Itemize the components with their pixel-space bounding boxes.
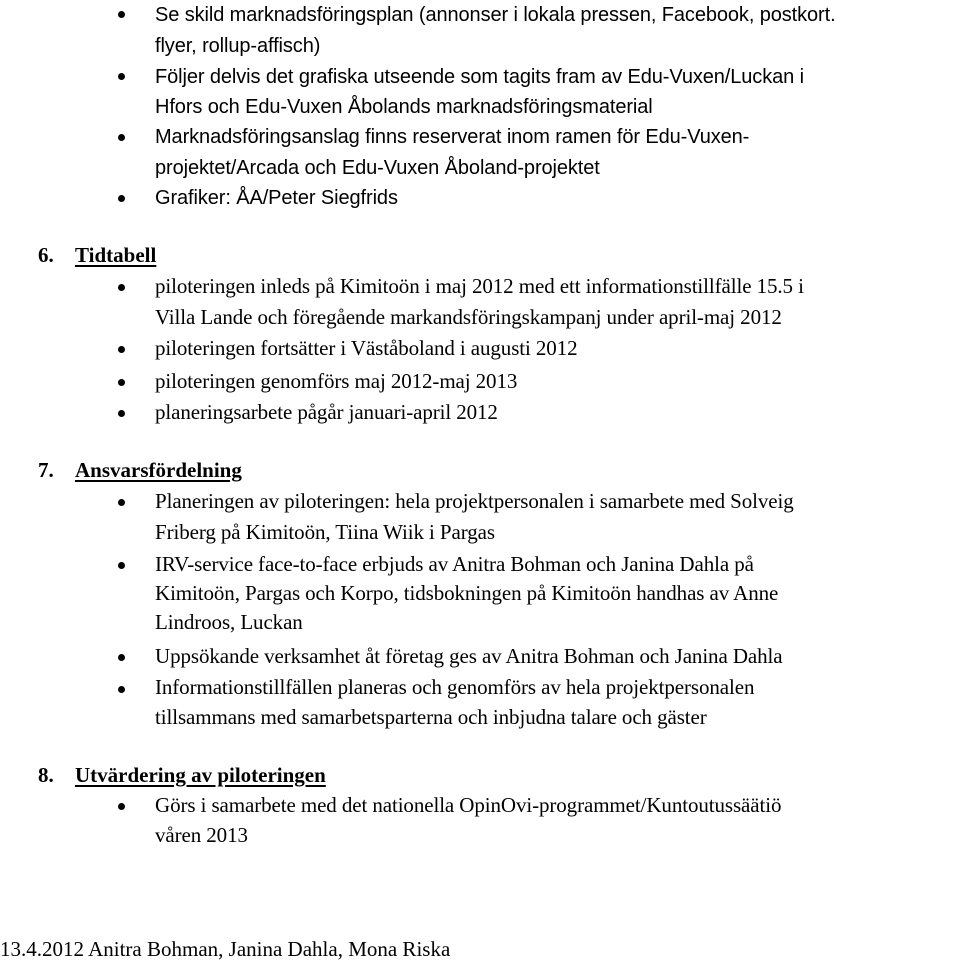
section-heading bbox=[38, 455, 242, 485]
bullet-icon bbox=[118, 134, 125, 141]
list-item-line: våren 2013 bbox=[155, 823, 248, 847]
list-item-line: Marknadsföringsanslag finns reserverat inom ramen för Edu-Vuxen- bbox=[155, 126, 750, 148]
bullet-icon bbox=[118, 686, 125, 693]
list-item-line: Görs i samarbete med det nationella OpinOvi-programmet/Kuntoutussäätiö bbox=[155, 793, 782, 817]
bullet-icon bbox=[118, 410, 125, 417]
list-item-line: flyer, rollup-affisch) bbox=[155, 35, 321, 57]
bullet-icon bbox=[118, 346, 125, 353]
bullet-icon bbox=[118, 195, 125, 202]
document-footer: 13.4.2012 Anitra Bohman, Janina Dahla, Mona Riska bbox=[0, 937, 451, 961]
list-item-line: planeringsarbete pågår januari-april 2012 bbox=[155, 400, 498, 424]
section-title: Utvärdering av piloteringen bbox=[75, 763, 326, 787]
list-item-line: projektet/Arcada och Edu-Vuxen Åboland-projektet bbox=[155, 157, 600, 179]
section-title: Tidtabell bbox=[75, 243, 157, 267]
list-item-line: Lindroos, Luckan bbox=[155, 610, 303, 634]
list-item-line: Kimitoön, Pargas och Korpo, tidsbokningen på Kimitoön handhas av Anne bbox=[155, 581, 779, 605]
list-item-line: Villa Lande och föregående markandsföringskampanj under april-maj 2012 bbox=[155, 305, 782, 329]
list-item-line: Se skild marknadsföringsplan (annonser i lokala pressen, Facebook, postkort. bbox=[155, 4, 836, 26]
section-heading bbox=[38, 760, 326, 790]
section-number: 8. bbox=[38, 763, 54, 787]
bullet-icon bbox=[118, 803, 125, 810]
section-title: Ansvarsfördelning bbox=[75, 458, 242, 482]
bullet-icon bbox=[118, 284, 125, 291]
list-item-line: IRV-service face-to-face erbjuds av Anitra Bohman och Janina Dahla på bbox=[155, 552, 754, 576]
list-item-line: piloteringen genomförs maj 2012-maj 2013 bbox=[155, 369, 518, 393]
list-item-line: Grafiker: ÅA/Peter Siegfrids bbox=[155, 187, 398, 209]
bullet-icon bbox=[118, 379, 125, 386]
list-item-line: Informationstillfällen planeras och genomförs av hela projektpersonalen bbox=[155, 675, 755, 699]
bullet-icon bbox=[118, 73, 125, 80]
bullet-icon bbox=[118, 654, 125, 661]
list-item-line: Följer delvis det grafiska utseende som tagits fram av Edu-Vuxen/Luckan i bbox=[155, 66, 804, 88]
list-item-line: piloteringen inleds på Kimitoön i maj 2012 med ett informationstillfälle 15.5 i bbox=[155, 274, 804, 298]
list-item-line: Friberg på Kimitoön, Tiina Wiik i Pargas bbox=[155, 520, 495, 544]
bullet-icon bbox=[118, 562, 125, 569]
list-item-line: Uppsökande verksamhet åt företag ges av Anitra Bohman och Janina Dahla bbox=[155, 644, 783, 668]
list-item-line: Hfors och Edu-Vuxen Åbolands marknadsföringsmaterial bbox=[155, 96, 653, 118]
section-heading bbox=[38, 240, 156, 270]
section-number: 7. bbox=[38, 458, 54, 482]
list-item-line: Planeringen av piloteringen: hela projektpersonalen i samarbete med Solveig bbox=[155, 489, 794, 513]
section-number: 6. bbox=[38, 243, 54, 267]
list-item-line: piloteringen fortsätter i Väståboland i augusti 2012 bbox=[155, 336, 578, 360]
bullet-icon bbox=[118, 11, 125, 18]
list-item-line: tillsammans med samarbetsparterna och inbjudna talare och gäster bbox=[155, 705, 707, 729]
bullet-icon bbox=[118, 499, 125, 506]
